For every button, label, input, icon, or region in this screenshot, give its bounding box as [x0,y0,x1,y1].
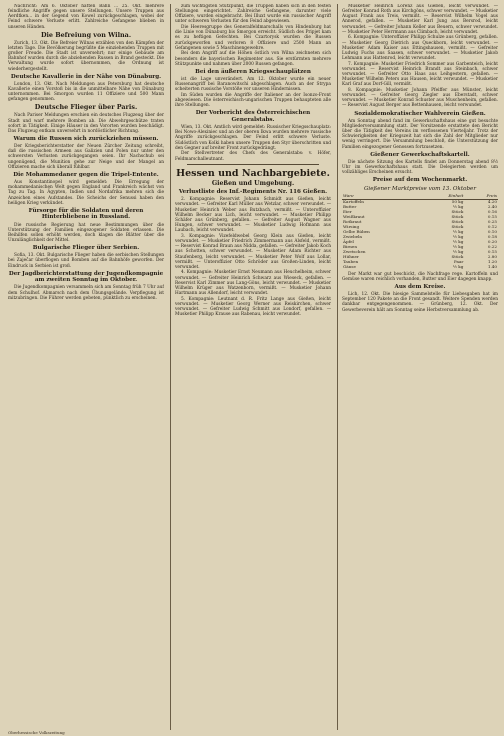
article-front-1: zum wichtigsten Stützpunkt, die Truppen haben sich in den festen Stellungen eingerichtet. Zahlreiche Gefangene, darunter viele Offiziere, wurden eingebracht. Bei Illuxt wurde ein russischer Angriff unter schweren Verlusten für den Feind abgewiesen. [175,4,331,25]
article-russen: Der Kriegsberichterstatter der Neuen Zürcher Zeitung schreibt, daß die russischen Armeen aus Galizien und Polen nur unter den schwersten Verlusten zurückgegangen seien. Ihr Nachschub sei ungenügend, die Munition gehe zur Neige und der Mangel an Offizieren mache sich überall fühlbar. [8,144,164,170]
headline-mohammedaner: Die Mohammedaner gegen die Tripel-Entente. [13,171,159,178]
article-generalstab-signature: Der Stellvertreter des Chefs des Generalstabs: v. Höfer, Feldmarschalleutnant. [175,151,331,162]
intro-paragraph: Nachricht: Am 6. Oktober hatten Bahn ... 25. Okt. mehrere feindliche Angriffe gegen unsere Stellungen. Unsere Truppen aus Aerdtken... in der Gegend von Kowel zurückgeschlagen, wobei der Feind schwere Verluste erlitt. Zahlreiche Gefangene blieben in unseren Händen. [8,4,164,30]
price-table-cell: Zwetschen [343,248,366,254]
price-table-cell: Rotkraut [343,219,362,225]
price-table-cell: Gänse [343,263,356,269]
article-fuersorge: Die russische Regierung hat neue Bestimmungen über die Unterstützung der Familien eingezogener Soldaten erlassen. Die Beihilfen sollen erhöht werden, doch klagen die Blätter über die Unzulänglichkeit der Mittel. [8,222,164,243]
price-table-cell: Stück [451,219,464,225]
price-table-cell: ½ kg [453,229,464,235]
headline-jugendkompagnie: Der Jagdberichterstattung der Jugendkompagnie am zweiten Sonntag im Oktober. [8,270,164,284]
table-title: Gießener Marktpreise vom 13. Oktober [363,185,477,192]
price-table-cell: Butter [343,204,357,210]
headline-bulgarische-flieger: Bulgarische Flieger über Serbien. [32,245,140,252]
headline-wochenmarkt: Preise auf dem Wochenmarkt. [372,177,468,184]
price-table-cell: Stück [451,253,464,259]
price-table [342,194,498,269]
section-title-hessen: Hessen und Nachbargebiete. [176,167,330,179]
article-wahlverein: Am Sonntag abend fand im Gewerkschaftshaus eine gut besuchte Mitgliederversammlung statt. Der Vorsitzende erstattete den Bericht über die Tätigkeit des Vereins im verflossenen Vierteljahr. Trotz der Schwierigkeiten der Kriegszeit hat sich die Zahl der Mitglieder nur wenig verringert. Die Versammlung beschloß, die Unterstützung der Familien eingezogener Genossen fortzusetzen. [342,118,498,150]
article-kriegsschauplaetze-1: ist die Lage unverändert. Am 12. Oktober wurde ein neuer Russenangriff bei Baranowitschi abgeschlagen. Auch an der Strypa scheiterten russische Vorstöße vor unseren Hindernissen. [175,76,331,93]
price-table-cell: 1.20 [487,258,497,264]
price-table-cell: 2.40 [487,204,497,210]
price-table-cell: Hühner [343,253,359,259]
column-1 [8,4,164,730]
price-table-cell: Stück [451,214,464,220]
headline-flieger-paris: Deutsche Flieger über Paris. [34,103,138,112]
article-wochenmarkt: Der Markt war gut beschickt, die Nachfrage rege. Kartoffeln und Gemüse waren reichlich vorhanden, Butter und Eier dagegen knapp. [342,271,498,282]
section-subtitle-giessen: Gießen und Umgebung. [211,179,295,187]
price-table-cell: 0.12 [487,224,497,230]
price-table-cell: Stück [451,209,464,215]
price-table-cell: 0.20 [487,238,497,244]
price-table-cell: 0.10 [487,229,497,235]
price-table-cell: Zwiebeln [343,234,363,240]
column-container [8,4,498,730]
headline-verlustliste: Verlustliste des Inf.-Regiments Nr. 116 Gießen. [178,189,328,196]
price-table-cell: 0.25 [487,219,497,225]
article-front-2: Die Heeresgruppe des Generalfeldmarschalls von Hindenburg hat die Linie von Dünaburg bis Smorgon erreicht. Südlich des Pripjet kam es zu heftigen Gefechten. Bei Czartorysk wurden die Russen zurückgeworfen und verloren 8 Offiziere und 2500 Mann an Gefangenen sowie 5 Maschinengewehre. [175,25,331,51]
price-table-cell: ½ kg [453,204,464,210]
verlustliste-7-kompagnie: 7. Kompagnie: Musketier Friedrich Sommer aus Garbenteich, leicht verwundet. — Reservist Heinrich Brandt aus Steinbach, schwer verwundet. — Gefreiter Otto Haas aus Leihgestern, gefallen. — Musketier Wilhelm Peters aus Hausen, leicht verwundet. — Musketier Karl Graf aus Dorf-Gill, vermißt. [342,61,498,88]
article-gewerkschaftskartell: Die nächste Sitzung des Kartells findet am Donnerstag abend 8½ Uhr im Gewerkschaftshaus statt. Die Delegierten werden um vollzähliges Erscheinen ersucht. [342,159,498,176]
headline-aus-dem-kreise: Aus dem Kreise. [394,284,446,291]
price-table-cell: 0.16 [487,209,497,215]
column-2 [170,4,331,730]
price-table-cell: Weißkraut [343,214,365,220]
article-kavallerie: London, 13. Okt. Nach Meldungen aus Petersburg hat deutsche Kavallerie einen Vorstoß bis in die unmittelbare Nähe von Dünaburg unternommen. Bei Smorgon wurden 11 Offiziere und 500 Mann gefangen genommen. [8,81,164,103]
price-table-cell: 50 kg [451,199,464,205]
headline-russen: Warum die Russen sich zurückziehen müssen. [13,136,159,143]
article-front-3: Bei dem Angriff auf die Höhen östlich von Wilna zeichneten sich besonders die bayerischen Regimenter aus. Sie erstürmten mehrere Stützpunkte und nahmen über 2000 Russen gefangen. [175,51,331,67]
verlustliste-5-kompagnie: 5. Kompagnie: Leutnant d. R. Fritz Lange aus Gießen, leicht verwundet. — Musketier Georg Werner aus Reiskirchen, schwer verwundet. — Gefreiter Ludwig Schmitt aus Londorf, gefallen. — Musketier Philipp Krause aus Rabenau, leicht verwundet. [175,296,331,318]
article-kriegsschauplaetze-2: Im Süden wurden die Angriffe der Italiener an der Isonzo-Front abgewiesen. Die österreichisch-ungarischen Truppen behaupteten alle ihre Stellungen. [175,92,331,109]
price-table-cell: Stück [451,224,464,230]
price-table-cell: 0.15 [487,248,497,254]
price-table-header-cell: Ware [342,194,419,199]
price-table-cell: Birnen [343,243,357,249]
price-table-cell: ½ kg [453,234,464,240]
headline-generalstab: Der Vorbericht des Österreichischen Generalstabs. [195,110,311,123]
price-table-cell: 0.15 [487,214,497,220]
price-table-cell: 1.40 [487,263,497,269]
verlustliste-4-kompagnie: 4. Kompagnie: Musketier Ernst Neumann aus Heuchelheim, schwer verwundet. — Gefreiter Heinrich Schwarz aus Wieseck, gefallen. — Reservist Karl Zimmer aus Lang-Göns, leicht verwundet. — Musketier Wilhelm Krüger aus Watzenborn, vermißt. — Musketier Johann Hartmann aus Allendorf, leicht verwundet. [175,270,331,297]
price-table-body [342,200,498,270]
headline-kriegsschauplaetze: Bei den äußeren Kriegsschauplätzen [195,68,311,75]
price-table-cell: ½ kg [453,248,464,254]
article-flieger-paris: Nach Pariser Meldungen erschien ein deutsches Flugzeug über der Stadt und warf mehrere Bomben ab. Die Abwehrgeschütze traten sofort in Tätigkeit. Einige Häuser in den Vororten wurden beschädigt. Das Flugzeug entkam unversehrt in nordöstlicher Richtung. [8,113,164,134]
price-table-cell: Wirsing [343,224,360,230]
price-table-cell: ½ kg [453,238,464,244]
price-table-cell: Kartoffeln [343,199,364,205]
price-table-cell: 0.22 [487,243,497,249]
price-table-cell: ½ kg [453,263,464,269]
headline-kavallerie: Deutsche Kavallerie in der Nähe von Dünaburg. [10,73,162,80]
article-jugendkompagnie: Die Jugendkompagnien versammeln sich am Sonntag früh 7 Uhr auf dem Schulhof. Abmarsch nach dem Übungsgelände. Verpflegung ist mitzubringen. Die Führer werden gebeten, pünktlich zu erscheinen. [8,285,164,301]
headline-gewerkschaftskartell: Gießener Gewerkschaftskartell. [370,151,470,158]
verlustliste-continued: Musketier Heinrich Lorenz aus Gießen, leicht verwundet. — Gefreiter Konrad Roth aus Kirchgöns, schwer verwundet. — Musketier August Frank aus Treis, vermißt. — Reservist Wilhelm Vogel aus Annerod, gefallen. — Musketier Karl Jung aus Bersrod, leicht verwundet. — Gefreiter Johann Keller aus Beuern, schwer verwundet. — Musketier Peter Herrmann aus Climbach, leicht verwundet. [342,4,498,35]
price-table-header-cell: Preis [464,194,498,199]
price-table-cell: Paar [453,258,464,264]
page-footer: Oberhessische Volkszeitung [8,730,65,735]
price-table-cell: Äpfel [343,238,354,244]
article-mohammedaner: Aus Konstantinopel wird gemeldet: Die Erregung der mohammedanischen Welt gegen England und Frankreich wächst von Tag zu Tag. In Ägypten, Indien und Nordafrika mehren sich die Anzeichen eines Aufstandes. Die Scheichs der Senussi haben den heiligen Krieg verkündet. [8,180,164,206]
price-table-cell: ½ kg [453,243,464,249]
verlustliste-6-kompagnie: 6. Kompagnie: Unteroffizier Philipp Schulze aus Grünberg, gefallen. — Musketier Georg Dietrich aus Queckborn, leicht verwundet. — Musketier Adam Kaiser aus Ettingshausen, vermißt. — Gefreiter Ludwig Fuchs aus Saasen, schwer verwundet. — Musketier Jakob Lehmann aus Hattenrod, leicht verwundet. [342,35,498,62]
price-table-cell: Tauben [343,258,359,264]
price-table-cell: 4.20 [487,199,497,205]
price-table-cell: 2.80 [487,253,497,259]
price-table-row [342,265,498,270]
headline-fuersorge: Fürsorge für die Soldaten und deren Hinterbliebene in Russland. [28,207,144,221]
price-table-cell: Eier [343,209,352,215]
headline-wilna: Die Befreiung von Wilna. [40,30,132,39]
price-table-header-cell: Einheit [419,194,464,199]
section-divider [187,164,319,165]
price-table-cell: Gelbe Rüben [343,229,370,235]
article-wilna: Zurich, 13. Okt. Die Befreier Wilnas erzählen von den Kämpfen der letzten Tage. Die Bevölkerung begrüßte die einziehenden Truppen mit großer Freude. Die Stadt ist unversehrt; nur einige Gebäude am Bahnhof wurden durch die abziehenden Russen in Brand gesteckt. Die Verwaltung wurde sofort übernommen, die Ordnung ist wiederhergestellt. [8,40,164,72]
verlustliste-3-kompagnie: 3. Kompagnie: Vizefeldwebel Georg Klein aus Gießen, leicht verwundet. — Musketier Friedrich Zimmermann aus Alsfeld, vermißt. — Reservist Konrad Braun aus Nidda, gefallen. — Gefreiter Jakob Koch aus Schotten, schwer verwundet. — Musketier Adam Richter aus Staufenberg, leicht verwundet. — Musketier Peter Wolf aus Lollar, vermißt. — Unteroffizier Otto Schröder aus Großen-Linden, leicht verwundet. [175,233,331,270]
verlustliste-2-kompagnie: 2. Kompagnie: Reservist Johann Schmidt aus Gießen, leicht verwundet. — Gefreiter Karl Müller aus Wetzlar, schwer verwundet. — Musketier Heinrich Weber aus Butzbach, vermißt. — Unteroffizier Wilhelm Becker aus Lich, leicht verwundet. — Musketier Philipp Schäfer aus Grünberg, gefallen. — Gefreiter August Wagner aus Hungen, schwer verwundet. — Musketier Ludwig Hofmann aus Laubach, leicht verwundet. [175,197,331,234]
article-aus-dem-kreise: Lich, 12. Okt. Die hiesige Sammelstelle für Liebesgaben hat im September 120 Pakete an die Front gesandt. Weitere Spenden werden dankbar entgegengenommen. — Grünberg, 12. Okt. Der Gewerbeverein hält am Sonntag seine Herbstversammlung ab. [342,292,498,313]
article-generalstab: Wien, 13. Okt. Amtlich wird gemeldet: Russischer Kriegsschauplatz: Bei Nowo-Alexiniec und an der oberen Ikwa wurden mehrere russische Angriffe zurückgeschlagen. Der Feind erlitt schwere Verluste. Südöstlich von Kolki haben unsere Truppen den Styr überschritten und den Gegner auf breiter Front zurückgedrängt. [175,125,331,151]
verlustliste-8-kompagnie: 8. Kompagnie: Musketier Johann Pfeiffer aus Münster, leicht verwundet. — Gefreiter Georg Ziegler aus Eberstadt, schwer verwundet. — Musketier Konrad Schuster aus Muschenheim, gefallen. — Reservist August Berger aus Bettenhausen, leicht verwundet. [342,88,498,109]
headline-wahlverein: Sozialdemokratischer Wahlverein Gießen. [354,110,486,117]
price-table-cell: 0.18 [487,234,497,240]
column-3 [337,4,498,730]
article-bulgarische-flieger: Sofia, 13. Okt. Bulgarische Flieger haben die serbischen Stellungen bei Zaječar überflogen und Bomben auf die Bahnhöfe geworfen. Der Eindruck in Serbien ist groß. [8,253,164,269]
